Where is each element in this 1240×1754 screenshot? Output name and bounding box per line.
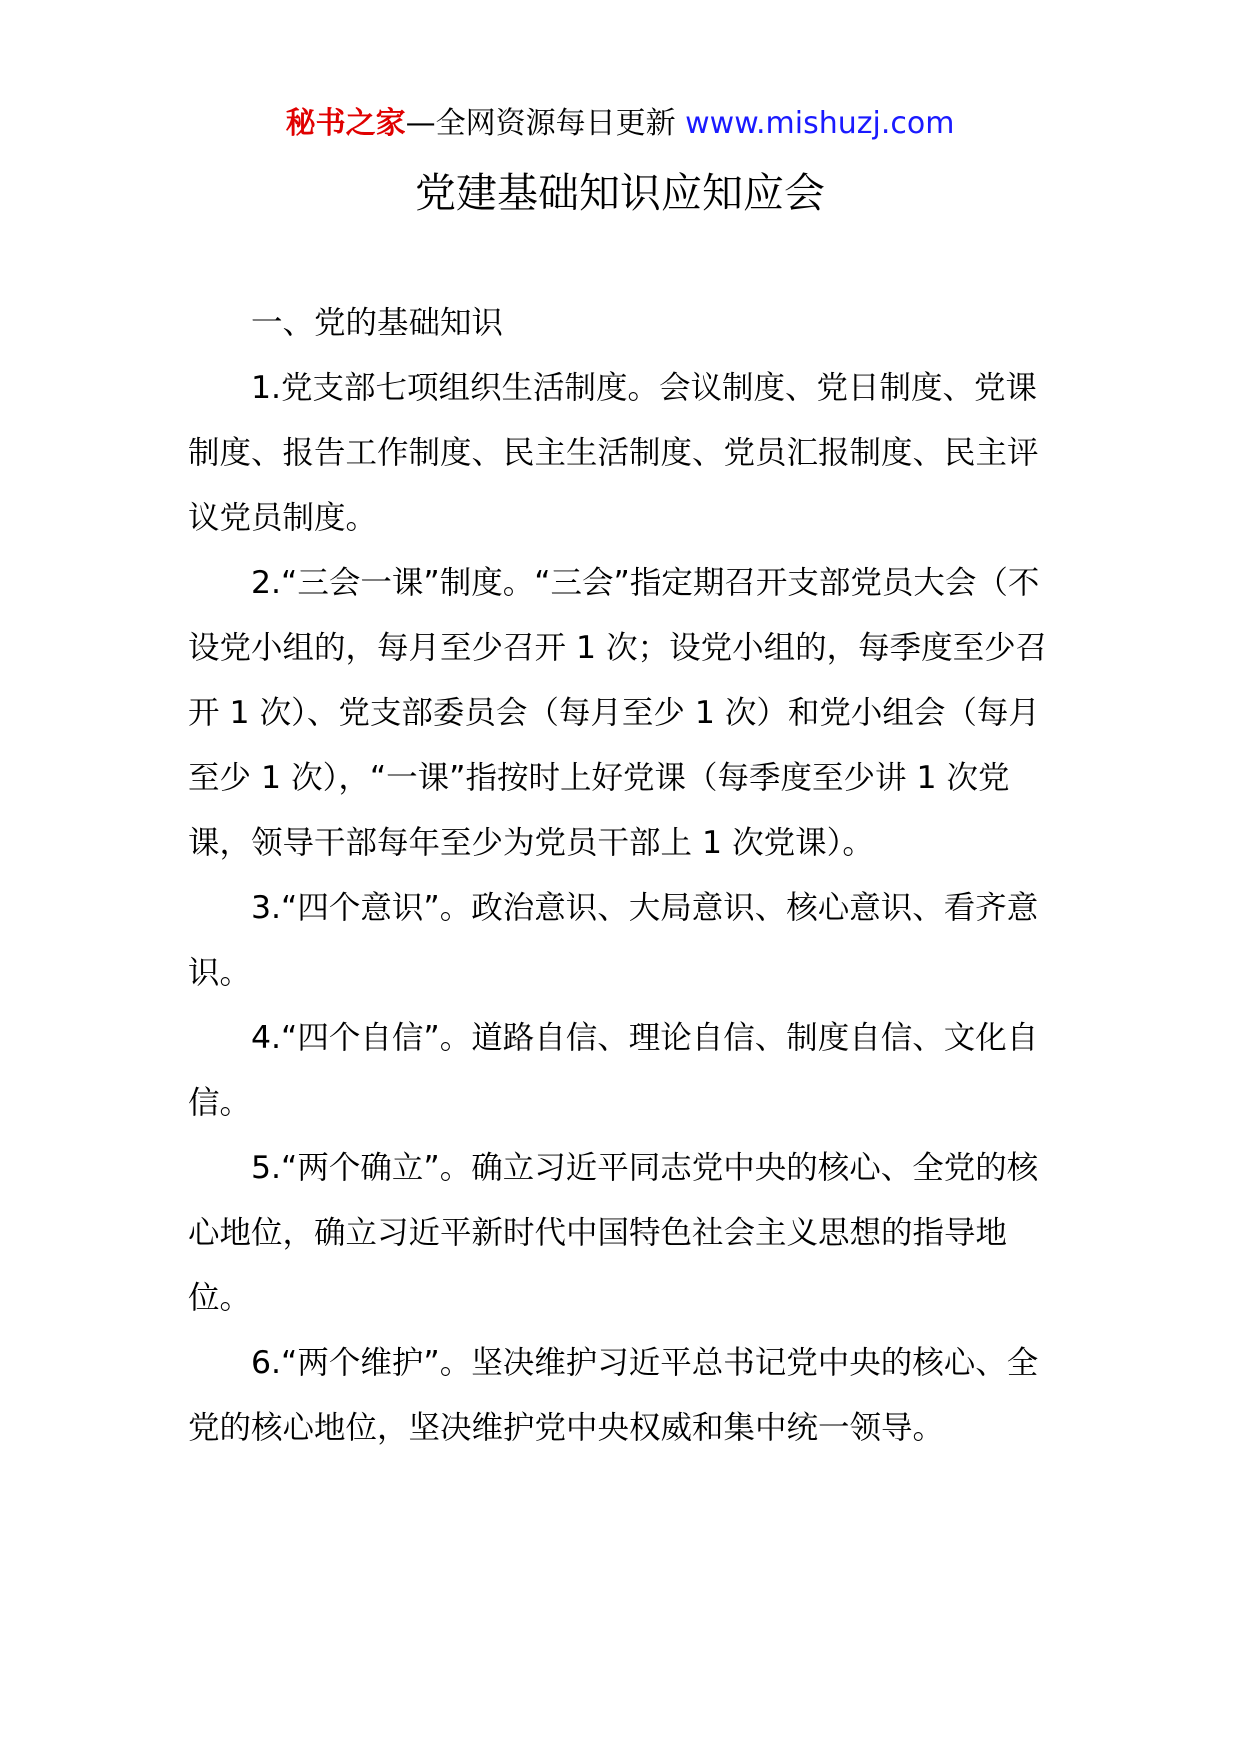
paragraph-item-2: 2.“三会一课”制度。“三会”指定期召开支部党员大会（不设党小组的，每月至少召开 1 次；设党小组的，每季度至少召开 1 次）、党支部委员会（每月至少 1 次）和党小组会（每月至少 1 次），“一课”指按时上好党课（每季度至少讲 1 次党课，领导干部每年至少为党员干部上 1 次党课）。 — [188, 565, 1048, 861]
document-body — [188, 291, 1058, 1461]
paragraph-item-6: 6.“两个维护”。坚决维护习近平总书记党中央的核心、全党的核心地位，坚决维护党中央权威和集中统一领导。 — [188, 1345, 1039, 1446]
paragraph-item-4: 4.“四个自信”。道路自信、理论自信、制度自信、文化自信。 — [188, 1020, 1039, 1121]
banner-tagline: —全网资源每日更新 — [405, 106, 686, 141]
page-title: 党建基础知识应知应会 — [415, 169, 825, 217]
paragraph-item-5: 5.“两个确立”。确立习近平同志党中央的核心、全党的核心地位，确立习近平新时代中国特色社会主义思想的指导地位。 — [188, 1150, 1039, 1316]
paragraph-item-3: 3.“四个意识”。政治意识、大局意识、核心意识、看齐意识。 — [188, 890, 1039, 991]
paragraph-item-1: 1.党支部七项组织生活制度。会议制度、党日制度、党课制度、报告工作制度、民主生活制度、党员汇报制度、民主评议党员制度。 — [188, 370, 1039, 536]
section-heading: 一、党的基础知识 — [251, 305, 504, 341]
website-link[interactable]: www.mishuzj.com — [685, 106, 955, 141]
brand-name: 秘书之家 — [285, 106, 406, 141]
header-banner — [0, 104, 1240, 144]
